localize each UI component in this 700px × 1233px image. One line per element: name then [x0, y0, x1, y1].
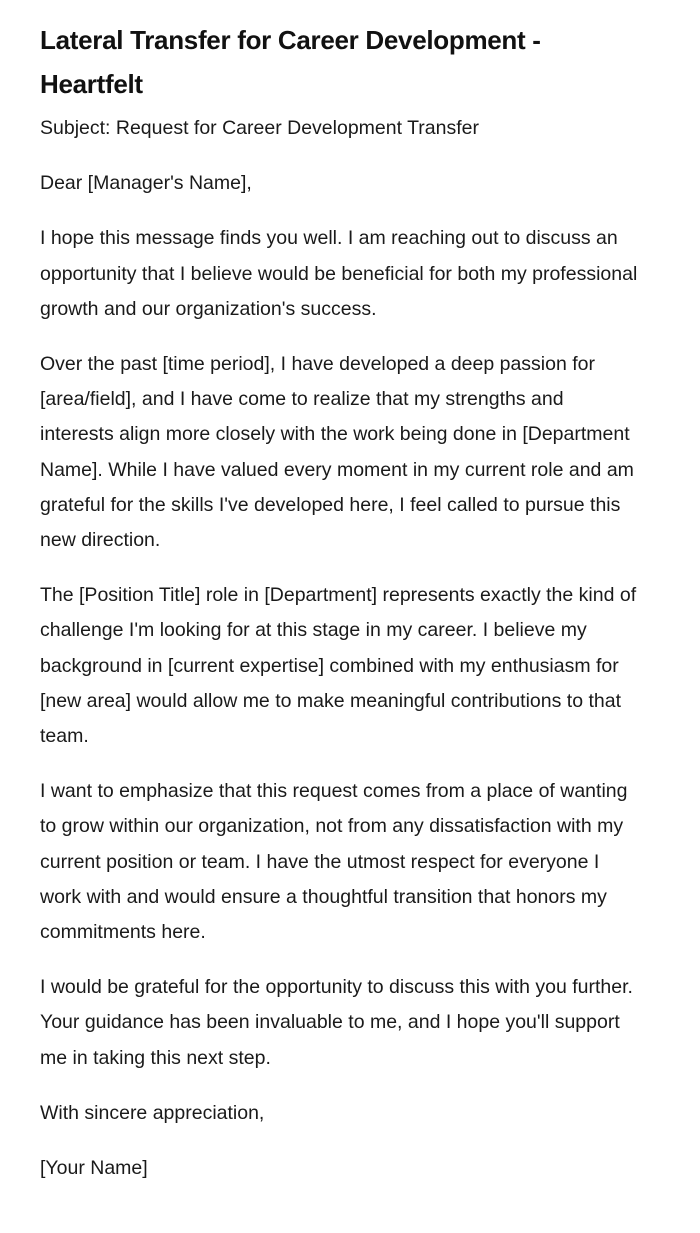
body-paragraph: I hope this message finds you well. I am reaching out to discuss an opportunity that I believe would be beneficial for both my professional growth and our organization's success.: [40, 227, 638, 320]
body-paragraph: The [Position Title] role in [Department] represents exactly the kind of challenge I'm looking for at this stage in my career. I believe my background in [current expertise] combined with my enthusiasm for [new area] would allow me to make meaningful contributions to that team.: [40, 584, 637, 748]
document-title: Lateral Transfer for Career Development - Heartfelt: [40, 25, 541, 99]
closing-line: With sincere appreciation,: [40, 1101, 265, 1124]
body-paragraph: Over the past [time period], I have developed a deep passion for [area/field], and I have come to realize that my strengths and interests align more closely with the work being done in [Department Name]. While I have valued every moment in my current role and am grateful for the skills I've developed here, I feel called to pursue this new direction.: [40, 353, 634, 552]
subject-line: Subject: Request for Career Development Transfer: [40, 117, 479, 139]
salutation: Dear [Manager's Name],: [40, 172, 252, 195]
signature-placeholder: [Your Name]: [40, 1157, 148, 1180]
letter-document: [40, 18, 640, 1186]
body-paragraph: I would be grateful for the opportunity to discuss this with you further. Your guidance has been invaluable to me, and I hope you'll support me in taking this next step.: [40, 976, 633, 1069]
body-paragraph: I want to emphasize that this request comes from a place of wanting to grow within our organization, not from any dissatisfaction with my current position or team. I have the utmost respect for everyone I work with and would ensure a thoughtful transition that honors my commitments here.: [40, 780, 628, 944]
